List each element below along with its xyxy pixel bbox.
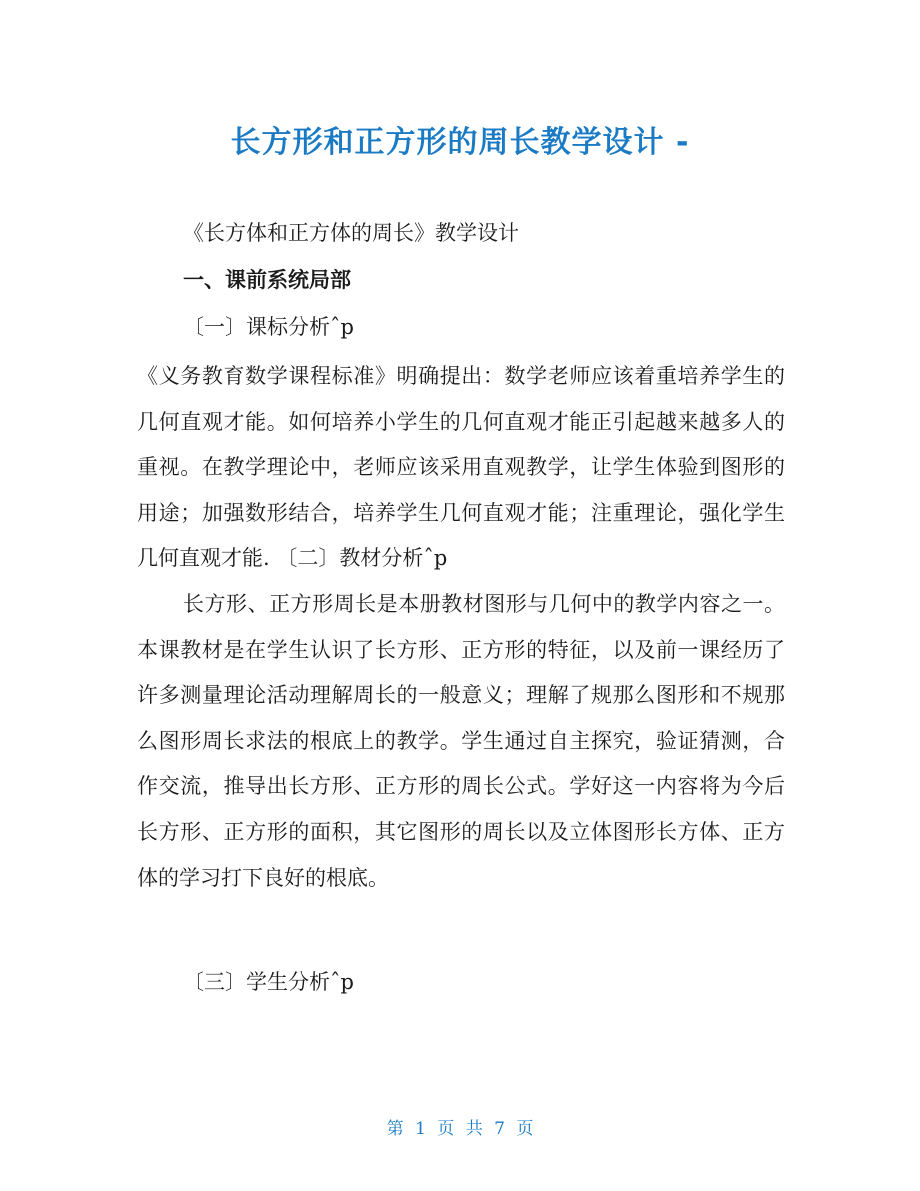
subsection-heading-1: 〔一〕课标分析ˆp — [183, 315, 354, 339]
paragraph-2: 长方形、正方形周长是本册教材图形与几何中的教学内容之一。本课教材是在学生认识了长方形、正方形的特征，以及前一课经历了许多测量理论活动理解周长的一般意义；理解了规那么图形和不规那么图形周长求法的根底上的教学。学生通过自主探究，验证猜测，合作交流，推导出长方形、正方形的周长公式。学好这一内容将为今后长方形、正方形的面积，其它图形的周长以及立体图形长方体、正方体的学习打下良好的根底。 — [137, 592, 785, 890]
page-footer: 第 1 页 共 7 页 — [386, 1119, 534, 1139]
subsection-heading-3: 〔三〕学生分析ˆp — [183, 970, 354, 994]
section-heading-1: 一、课前系统局部 — [183, 268, 351, 292]
document-subtitle: 《长方体和正方体的周长》教学设计 — [183, 221, 519, 245]
paragraph-1: 《义务教育数学课程标准》明确提出：数学老师应该着重培养学生的几何直观才能。如何培养小学生的几何直观才能正引起越来越多人的重视。在教学理论中，老师应该采用直观教学，让学生体验到图形的用途；加强数形结合，培养学生几何直观才能；注重理论，强化学生几何直观才能. 〔二〕教材分析ˆp — [137, 364, 785, 571]
document-title: 长方形和正方形的周长教学设计 - — [230, 125, 690, 160]
